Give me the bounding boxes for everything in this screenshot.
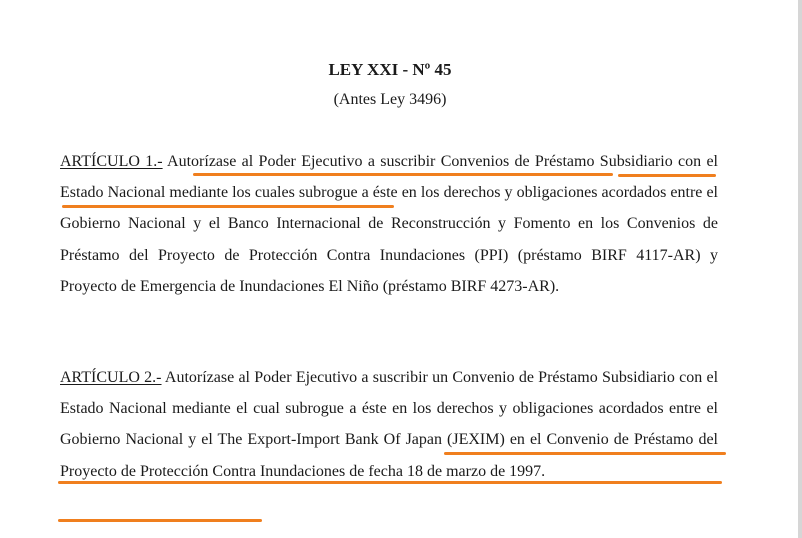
highlight-stroke-art1-line1 xyxy=(193,173,613,176)
highlight-stroke-art1-line2 xyxy=(62,205,394,208)
article-2 xyxy=(60,362,718,487)
highlight-stroke-art2-line4 xyxy=(444,452,726,455)
article-1-text: Autorízase al Poder Ejecutivo a suscribir Convenios de Préstamo Subsidiario con el Estado Nacional mediante los cuales subrogue a éste en los derechos y obligaciones acordados entre el Gobierno Nacional y el Banco Internacional de Reconstrucción y Fomento en los Convenios de Préstamo del Proyecto de Protección Contra Inundaciones (PPI) (préstamo BIRF 4117-AR) y Proyecto de Emergencia de Inundaciones El Niño (préstamo BIRF 4273-AR). xyxy=(60,153,719,295)
article-2-text: Autorízase al Poder Ejecutivo a suscribir un Convenio de Préstamo Subsidiario con el Estado Nacional mediante el cual subrogue a éste en los derechos y obligaciones acordados entre el Gobierno Nacional y el The Export-Import Bank Of Japan (JEXIM) en el Convenio de Préstamo del Proyecto de Protección Contra Inundaciones de fecha 18 de marzo de 1997. xyxy=(60,369,719,480)
highlight-stroke-art2-line6 xyxy=(58,519,262,522)
article-1 xyxy=(60,146,718,302)
page-edge xyxy=(798,0,802,538)
highlight-stroke-art2-line5 xyxy=(58,481,722,484)
article-2-label: ARTÍCULO 2.- xyxy=(60,369,162,386)
article-1-label: ARTÍCULO 1.- xyxy=(60,153,163,170)
highlight-stroke-art1-line1b xyxy=(618,174,716,177)
document-subtitle: (Antes Ley 3496) xyxy=(333,91,447,108)
document-title: LEY XXI - Nº 45 xyxy=(328,60,452,79)
